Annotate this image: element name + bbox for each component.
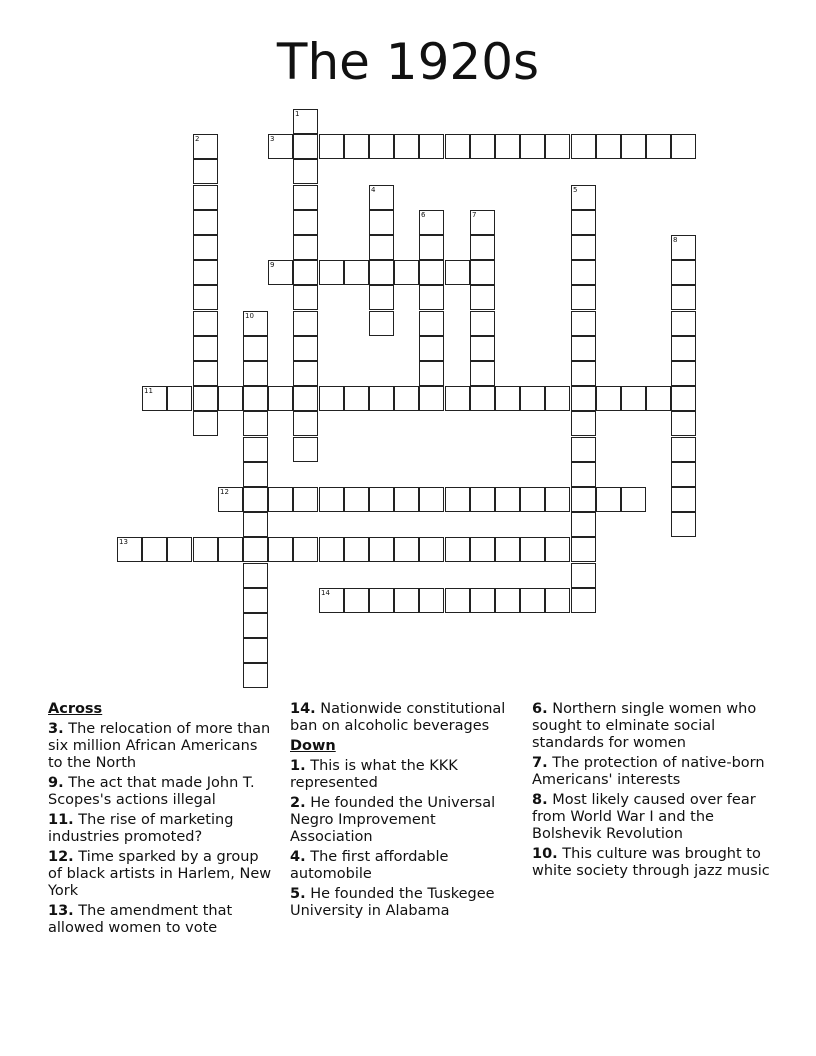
- grid-cell[interactable]: [319, 134, 344, 159]
- clue-item-text: Northern single women who sought to elminate social standards for women: [532, 701, 757, 751]
- clue-item-number: 11.: [48, 812, 74, 828]
- grid-cell[interactable]: [268, 386, 293, 411]
- clue-number: 8: [673, 236, 678, 244]
- grid-cell[interactable]: [419, 210, 444, 235]
- grid-cell[interactable]: [495, 487, 520, 512]
- grid-cell[interactable]: [571, 512, 596, 537]
- grid-cell[interactable]: [495, 386, 520, 411]
- grid-cell[interactable]: [671, 437, 696, 462]
- grid-cell[interactable]: [671, 311, 696, 336]
- grid-cell[interactable]: [520, 386, 545, 411]
- grid-cell[interactable]: [193, 285, 218, 310]
- clue-item-number: 14.: [290, 701, 316, 717]
- grid-cell[interactable]: [571, 462, 596, 487]
- grid-cell[interactable]: [621, 386, 646, 411]
- clue-item-number: 13.: [48, 903, 74, 919]
- clue-item-text: The first affordable automobile: [290, 849, 449, 882]
- grid-cell[interactable]: [596, 386, 621, 411]
- grid-cell[interactable]: [369, 185, 394, 210]
- grid-cell[interactable]: [243, 336, 268, 361]
- grid-cell[interactable]: [394, 260, 419, 285]
- grid-cell[interactable]: [520, 537, 545, 562]
- grid-cell[interactable]: [545, 588, 570, 613]
- grid-cell[interactable]: [319, 386, 344, 411]
- clue-item: [532, 846, 772, 880]
- grid-cell[interactable]: [571, 185, 596, 210]
- grid-cell[interactable]: [243, 537, 268, 562]
- clue-number: 2: [195, 135, 200, 143]
- grid-cell[interactable]: [394, 386, 419, 411]
- clue-column-1: [48, 701, 276, 940]
- clue-item-text: The act that made John T. Scopes's actions illegal: [48, 775, 255, 808]
- grid-cell[interactable]: [394, 134, 419, 159]
- grid-cell[interactable]: [268, 260, 293, 285]
- grid-cell[interactable]: [571, 386, 596, 411]
- grid-cell[interactable]: [671, 462, 696, 487]
- grid-cell[interactable]: [445, 386, 470, 411]
- grid-cell[interactable]: [520, 487, 545, 512]
- grid-cell[interactable]: [445, 487, 470, 512]
- grid-cell[interactable]: [243, 411, 268, 436]
- grid-cell[interactable]: [671, 134, 696, 159]
- clue-item-number: 1.: [290, 758, 306, 774]
- grid-cell[interactable]: [520, 134, 545, 159]
- clue-item-text: The amendment that allowed women to vote: [48, 903, 233, 936]
- grid-cell[interactable]: [671, 336, 696, 361]
- grid-cell[interactable]: [369, 386, 394, 411]
- grid-cell[interactable]: [419, 311, 444, 336]
- down-clue-list: [290, 758, 518, 920]
- grid-cell[interactable]: [419, 588, 444, 613]
- grid-cell[interactable]: [369, 260, 394, 285]
- grid-cell[interactable]: [571, 563, 596, 588]
- clue-number: 11: [144, 387, 153, 395]
- clue-item-text: This is what the KKK represented: [290, 758, 458, 791]
- clue-item-number: 12.: [48, 849, 74, 865]
- grid-cell[interactable]: [545, 386, 570, 411]
- grid-cell[interactable]: [671, 260, 696, 285]
- grid-cell[interactable]: [293, 285, 318, 310]
- grid-cell[interactable]: [193, 235, 218, 260]
- grid-cell[interactable]: [419, 285, 444, 310]
- across-clue-list-continued: [290, 701, 518, 735]
- grid-cell[interactable]: [344, 260, 369, 285]
- grid-cell[interactable]: [293, 336, 318, 361]
- grid-cell[interactable]: [293, 361, 318, 386]
- grid-cell[interactable]: [243, 512, 268, 537]
- clue-item-text: The rise of marketing industries promoted?: [48, 812, 234, 845]
- grid-cell[interactable]: [293, 185, 318, 210]
- grid-cell[interactable]: [571, 361, 596, 386]
- grid-cell[interactable]: [419, 386, 444, 411]
- grid-cell[interactable]: [419, 336, 444, 361]
- clue-number: 6: [421, 211, 426, 219]
- grid-cell[interactable]: [646, 134, 671, 159]
- grid-cell[interactable]: [193, 260, 218, 285]
- clue-column-2: [290, 701, 518, 923]
- grid-cell[interactable]: [218, 537, 243, 562]
- grid-cell[interactable]: [369, 311, 394, 336]
- grid-cell[interactable]: [344, 588, 369, 613]
- grid-cell[interactable]: [419, 260, 444, 285]
- grid-cell[interactable]: [520, 588, 545, 613]
- grid-cell[interactable]: [571, 537, 596, 562]
- grid-cell[interactable]: [671, 361, 696, 386]
- clue-number: 12: [220, 488, 229, 496]
- grid-cell[interactable]: [621, 487, 646, 512]
- grid-cell[interactable]: [545, 537, 570, 562]
- grid-cell[interactable]: [445, 588, 470, 613]
- grid-cell[interactable]: [293, 437, 318, 462]
- grid-cell[interactable]: [268, 134, 293, 159]
- clue-number: 13: [119, 538, 128, 546]
- clue-item: [290, 795, 518, 846]
- clue-item-number: 6.: [532, 701, 548, 717]
- grid-cell[interactable]: [243, 462, 268, 487]
- grid-cell[interactable]: [545, 487, 570, 512]
- clue-number: 1: [295, 110, 300, 118]
- clue-item-text: He founded the Universal Negro Improvement Association: [290, 795, 496, 845]
- grid-cell[interactable]: [571, 210, 596, 235]
- grid-cell[interactable]: [243, 638, 268, 663]
- grid-cell[interactable]: [243, 663, 268, 688]
- grid-cell[interactable]: [293, 411, 318, 436]
- grid-cell[interactable]: [193, 386, 218, 411]
- grid-cell[interactable]: [571, 487, 596, 512]
- grid-cell[interactable]: [470, 487, 495, 512]
- clue-column-3: [532, 701, 772, 883]
- grid-cell[interactable]: [571, 411, 596, 436]
- grid-cell[interactable]: [293, 260, 318, 285]
- grid-cell[interactable]: [671, 487, 696, 512]
- grid-cell[interactable]: [470, 311, 495, 336]
- grid-cell[interactable]: [218, 386, 243, 411]
- grid-cell[interactable]: [470, 235, 495, 260]
- clue-item-text: He founded the Tuskegee University in Alabama: [290, 886, 495, 919]
- down-clue-list-continued: [532, 701, 772, 880]
- grid-cell[interactable]: [419, 134, 444, 159]
- grid-cell[interactable]: [470, 336, 495, 361]
- grid-cell[interactable]: [293, 311, 318, 336]
- grid-cell[interactable]: [369, 588, 394, 613]
- grid-cell[interactable]: [445, 537, 470, 562]
- grid-cell[interactable]: [319, 260, 344, 285]
- grid-cell[interactable]: [571, 437, 596, 462]
- clue-item: [290, 849, 518, 883]
- clue-item: [48, 903, 276, 937]
- grid-cell[interactable]: [596, 134, 621, 159]
- grid-cell[interactable]: [293, 235, 318, 260]
- grid-cell[interactable]: [470, 386, 495, 411]
- clue-item: [48, 721, 276, 772]
- grid-cell[interactable]: [142, 537, 167, 562]
- grid-cell[interactable]: [571, 588, 596, 613]
- grid-cell[interactable]: [369, 537, 394, 562]
- grid-cell[interactable]: [369, 487, 394, 512]
- grid-cell[interactable]: [243, 311, 268, 336]
- clue-item: [290, 701, 518, 735]
- clue-number: 9: [270, 261, 275, 269]
- grid-cell[interactable]: [495, 134, 520, 159]
- grid-cell[interactable]: [243, 563, 268, 588]
- grid-cell[interactable]: [293, 487, 318, 512]
- grid-cell[interactable]: [470, 537, 495, 562]
- grid-cell[interactable]: [243, 386, 268, 411]
- grid-cell[interactable]: [470, 134, 495, 159]
- grid-cell[interactable]: [319, 588, 344, 613]
- grid-cell[interactable]: [394, 487, 419, 512]
- grid-cell[interactable]: [369, 134, 394, 159]
- clue-item: [48, 849, 276, 900]
- clue-item: [532, 701, 772, 752]
- grid-cell[interactable]: [193, 185, 218, 210]
- grid-cell[interactable]: [319, 487, 344, 512]
- grid-cell[interactable]: [470, 210, 495, 235]
- clue-item: [290, 886, 518, 920]
- grid-cell[interactable]: [193, 159, 218, 184]
- clue-item-number: 9.: [48, 775, 64, 791]
- clue-number: 7: [472, 211, 477, 219]
- grid-cell[interactable]: [193, 537, 218, 562]
- clue-number: 14: [321, 589, 330, 597]
- clue-item-number: 4.: [290, 849, 306, 865]
- grid-cell[interactable]: [344, 386, 369, 411]
- grid-cell[interactable]: [167, 386, 192, 411]
- grid-cell[interactable]: [193, 210, 218, 235]
- clue-item-text: Time sparked by a group of black artists in Harlem, New York: [48, 849, 272, 899]
- grid-cell[interactable]: [268, 537, 293, 562]
- grid-cell[interactable]: [218, 487, 243, 512]
- grid-cell[interactable]: [142, 386, 167, 411]
- grid-cell[interactable]: [419, 361, 444, 386]
- grid-cell[interactable]: [621, 134, 646, 159]
- grid-cell[interactable]: [293, 210, 318, 235]
- grid-cell[interactable]: [671, 285, 696, 310]
- grid-cell[interactable]: [243, 613, 268, 638]
- grid-cell[interactable]: [394, 537, 419, 562]
- clue-item: [48, 775, 276, 809]
- grid-cell[interactable]: [671, 386, 696, 411]
- grid-cell[interactable]: [495, 537, 520, 562]
- grid-cell[interactable]: [470, 260, 495, 285]
- grid-cell[interactable]: [344, 537, 369, 562]
- grid-cell[interactable]: [319, 537, 344, 562]
- grid-cell[interactable]: [671, 411, 696, 436]
- grid-cell[interactable]: [167, 537, 192, 562]
- grid-cell[interactable]: [369, 285, 394, 310]
- clue-item: [532, 792, 772, 843]
- clue-item: [290, 758, 518, 792]
- grid-cell[interactable]: [293, 386, 318, 411]
- grid-cell[interactable]: [293, 134, 318, 159]
- grid-cell[interactable]: [268, 487, 293, 512]
- grid-cell[interactable]: [243, 588, 268, 613]
- grid-cell[interactable]: [419, 235, 444, 260]
- clue-number: 3: [270, 135, 275, 143]
- grid-cell[interactable]: [419, 487, 444, 512]
- grid-cell[interactable]: [193, 336, 218, 361]
- grid-cell[interactable]: [293, 537, 318, 562]
- grid-cell[interactable]: [596, 487, 621, 512]
- grid-cell[interactable]: [470, 588, 495, 613]
- grid-cell[interactable]: [646, 386, 671, 411]
- grid-cell[interactable]: [671, 512, 696, 537]
- grid-cell[interactable]: [571, 260, 596, 285]
- grid-cell[interactable]: [293, 159, 318, 184]
- clue-number: 4: [371, 186, 376, 194]
- grid-cell[interactable]: [369, 210, 394, 235]
- grid-cell[interactable]: [243, 361, 268, 386]
- clue-item-text: The protection of native-born Americans' interests: [532, 755, 765, 788]
- grid-cell[interactable]: [571, 311, 596, 336]
- clue-item-text: Most likely caused over fear from World War I and the Bolshevik Revolution: [532, 792, 756, 842]
- clue-item-number: 7.: [532, 755, 548, 771]
- grid-cell[interactable]: [394, 588, 419, 613]
- grid-cell[interactable]: [243, 437, 268, 462]
- across-clue-list: [48, 721, 276, 937]
- grid-cell[interactable]: [193, 134, 218, 159]
- puzzle-title: The 1920s: [276, 33, 540, 91]
- grid-cell[interactable]: [193, 411, 218, 436]
- grid-cell[interactable]: [495, 588, 520, 613]
- clue-item-text: This culture was brought to white society through jazz music: [532, 846, 770, 879]
- grid-cell[interactable]: [470, 361, 495, 386]
- grid-cell[interactable]: [545, 134, 570, 159]
- clue-item-text: The relocation of more than six million African Americans to the North: [48, 721, 271, 771]
- grid-cell[interactable]: [193, 361, 218, 386]
- grid-cell[interactable]: [571, 235, 596, 260]
- grid-cell[interactable]: [470, 285, 495, 310]
- grid-cell[interactable]: [344, 487, 369, 512]
- grid-cell[interactable]: [445, 134, 470, 159]
- grid-cell[interactable]: [571, 285, 596, 310]
- grid-cell[interactable]: [671, 235, 696, 260]
- down-heading: Down: [290, 738, 336, 754]
- clue-item-number: 5.: [290, 886, 306, 902]
- grid-cell[interactable]: [293, 109, 318, 134]
- grid-cell[interactable]: [419, 537, 444, 562]
- grid-cell[interactable]: [571, 134, 596, 159]
- clue-number: 5: [573, 186, 578, 194]
- grid-cell[interactable]: [571, 336, 596, 361]
- grid-cell[interactable]: [445, 260, 470, 285]
- clue-item-number: 10.: [532, 846, 558, 862]
- grid-cell[interactable]: [117, 537, 142, 562]
- clue-item-number: 2.: [290, 795, 306, 811]
- clue-item-number: 8.: [532, 792, 548, 808]
- grid-cell[interactable]: [193, 311, 218, 336]
- clue-item-number: 3.: [48, 721, 64, 737]
- clue-item: [48, 812, 276, 846]
- grid-cell[interactable]: [344, 134, 369, 159]
- grid-cell[interactable]: [369, 235, 394, 260]
- clue-number: 10: [245, 312, 254, 320]
- clue-item-text: Nationwide constitutional ban on alcoholic beverages: [290, 701, 506, 734]
- grid-cell[interactable]: [243, 487, 268, 512]
- clue-item: [532, 755, 772, 789]
- across-heading: Across: [48, 701, 103, 717]
